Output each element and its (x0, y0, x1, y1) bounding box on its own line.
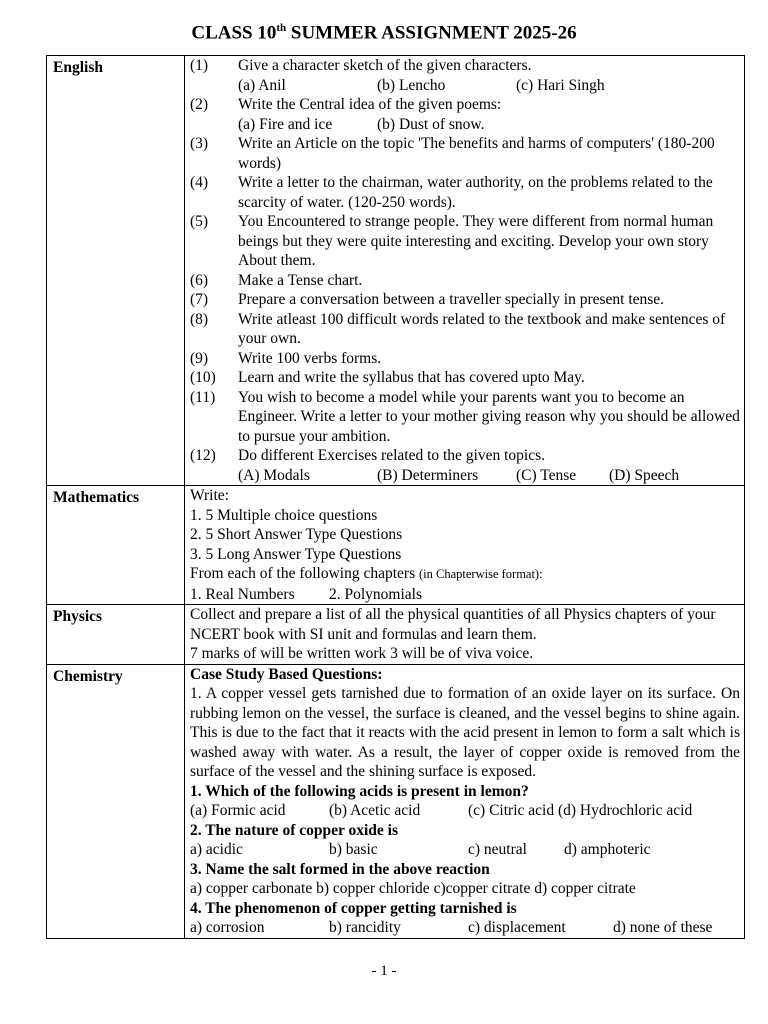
chemistry-body (185, 664, 745, 938)
chem-passage: 1. A copper vessel gets tarnished due to formation of an oxide layer on its surface. On rubbing lemon on the vessel, the surface is cleaned, and the vessel begins to shine again. This is due to the fact that it reacts with the acid present in lemon to form a salt which is washed away with water. As a result, the layer of copper oxide is removed from the surface of the vessel and the shining surface is exposed. (190, 685, 740, 780)
q-content (238, 95, 740, 134)
option: d) none of these (613, 919, 713, 936)
english-q3 (190, 134, 740, 173)
q-number: (7) (190, 291, 209, 308)
chem-q2: 2. The nature of copper oxide is (190, 821, 398, 839)
q-number: (4) (190, 174, 209, 191)
maths-line: 2. 5 Short Answer Type Questions (190, 526, 403, 543)
option: a) corrosion (190, 919, 265, 936)
q-number: (3) (190, 135, 209, 152)
english-q8 (190, 310, 740, 349)
option: (D) Speech (609, 466, 680, 484)
physics-text: Collect and prepare a list of all the physical quantities of all Physics chapters of your NCERT book with SI unit and formulas and learn them. (190, 606, 716, 643)
option: (a) Anil (238, 76, 286, 94)
english-q2 (190, 95, 740, 134)
option: c) displacement (468, 919, 566, 936)
maths-subject: Mathematics (47, 486, 185, 605)
option: (B) Determiners (377, 466, 479, 484)
maths-line: Write: (190, 487, 229, 504)
q-text: Learn and write the syllabus that has covered upto May. (238, 369, 585, 386)
chemistry-subject: Chemistry (47, 664, 185, 938)
physics-row (47, 605, 745, 665)
option: (c) Citric acid (d) Hydrochloric acid (468, 802, 693, 819)
english-q5 (190, 212, 740, 271)
option: b) rancidity (329, 919, 401, 936)
q-number: (12) (190, 447, 216, 464)
page-title (0, 22, 768, 44)
option: (b) Acetic acid (329, 802, 421, 819)
maths-row (47, 486, 745, 605)
option: (c) Hari Singh (516, 76, 605, 94)
option: (C) Tense (516, 466, 577, 484)
option: c) neutral (468, 841, 527, 858)
option: (a) Fire and ice (238, 115, 333, 133)
english-q12 (190, 446, 740, 485)
q-content (238, 446, 740, 485)
q-text: Write the Central idea of the given poems: (238, 96, 502, 113)
title-post: SUMMER ASSIGNMENT 2025-26 (286, 22, 577, 44)
chapter: 2. Polynomials (329, 585, 423, 603)
option: (a) Formic acid (190, 802, 286, 819)
chem-q2-options (190, 840, 740, 860)
q-text: You Encountered to strange people. They were different from normal human beings but they were quite interesting and exciting. Develop your own story About them. (238, 213, 714, 269)
q-text: Write atleast 100 difficult words related to the textbook and make sentences of your own. (238, 310, 726, 347)
english-subject: English (47, 56, 185, 486)
english-q7 (190, 290, 740, 310)
maths-line: 1. 5 Multiple choice questions (190, 506, 378, 524)
q-number: (5) (190, 213, 209, 230)
maths-line (190, 564, 740, 585)
english-q10 (190, 368, 740, 388)
q-text: Do different Exercises related to the given topics. (238, 447, 546, 464)
maths-body (185, 486, 745, 605)
q-number: (9) (190, 349, 209, 367)
q-options (238, 115, 740, 135)
english-q1 (190, 56, 740, 95)
q-text: Prepare a conversation between a traveller specially in present tense. (238, 291, 665, 308)
chemistry-row (47, 664, 745, 938)
q-number: (10) (190, 369, 216, 386)
chem-q1: 1. Which of the following acids is present in lemon? (190, 782, 529, 800)
english-q9 (190, 349, 740, 369)
chem-q4: 4. The phenomenon of copper getting tarnished is (190, 899, 517, 917)
chem-q3-options: a) copper carbonate b) copper chloride c)copper citrate d) copper citrate (190, 880, 636, 897)
maths-line: 3. 5 Long Answer Type Questions (190, 545, 402, 563)
q-number: (6) (190, 271, 209, 289)
english-questions (185, 56, 745, 486)
chem-heading: Case Study Based Questions: (190, 665, 383, 683)
q-options (238, 76, 740, 96)
assignment-table (46, 55, 745, 939)
q-text: Write 100 verbs forms. (238, 349, 382, 367)
chem-q1-options (190, 801, 740, 821)
q-number: (8) (190, 310, 209, 328)
q-text: Write an Article on the topic 'The benefits and harms of computers' (180-200 words) (238, 135, 715, 172)
english-q11 (190, 388, 740, 447)
title-pre: CLASS 10 (191, 22, 277, 44)
q-number: (2) (190, 96, 209, 113)
q-text: Give a character sketch of the given characters. (238, 57, 532, 74)
option: a) acidic (190, 841, 243, 858)
q-options (238, 466, 740, 486)
chem-q3: 3. Name the salt formed in the above reaction (190, 860, 490, 878)
physics-subject: Physics (47, 605, 185, 665)
maths-chapters (190, 585, 740, 605)
q-text: Make a Tense chart. (238, 271, 363, 289)
option: (b) Dust of snow. (377, 115, 485, 133)
q-content (238, 56, 740, 95)
maths-note: (in Chapterwise format): (419, 567, 543, 581)
maths-text: From each of the following chapters (190, 565, 419, 582)
english-q6 (190, 271, 740, 291)
physics-marks: 7 marks of will be written work 3 will be of viva voice. (190, 645, 534, 662)
option: d) amphoteric (564, 841, 651, 858)
q-text: Write a letter to the chairman, water authority, on the problems related to the scarcity of water. (120-250 words). (238, 174, 713, 211)
option: (A) Modals (238, 466, 310, 484)
option: (b) Lencho (377, 76, 446, 94)
option: b) basic (329, 841, 378, 858)
title-sup: th (276, 22, 287, 34)
page-number: - 1 - (371, 963, 397, 979)
english-row (47, 56, 745, 486)
physics-body (185, 605, 745, 665)
q-number: (1) (190, 57, 209, 74)
english-q4 (190, 173, 740, 212)
chapter: 1. Real Numbers (190, 585, 295, 603)
q-number: (11) (190, 388, 216, 406)
chem-q4-options (190, 918, 740, 938)
q-text: You wish to become a model while your parents want you to become an Engineer. Write a letter to your mother giving reason why you should be allowed to pursue your ambition. (238, 388, 740, 445)
